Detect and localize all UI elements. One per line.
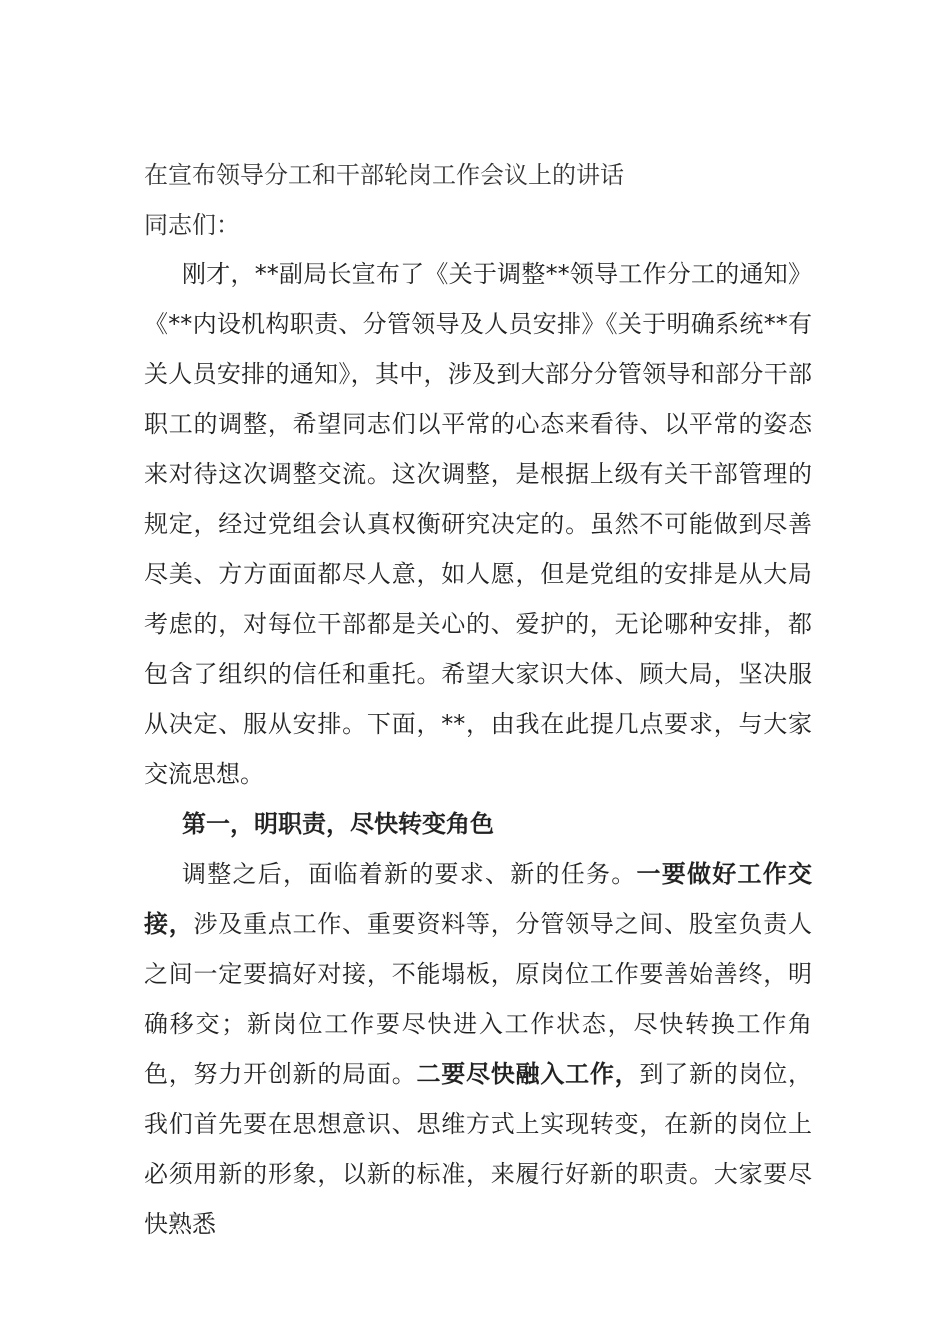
salutation: 同志们： <box>144 211 240 239</box>
paragraph-intro: 调整之后，面临着新的要求、新的任务。 <box>182 860 637 888</box>
document-page <box>144 155 812 1249</box>
document-title: 在宣布领导分工和干部轮岗工作会议上的讲话 <box>144 161 624 189</box>
point-2-text: 到了新的岗位，我们首先要在思想意识、思维方式上实现转变，在新的岗位上必须用新的形象，以新的标准，来履行好新的职责。大家要尽快熟悉 <box>144 1060 813 1238</box>
point-1-heading: 一要做好工作交接， <box>144 860 812 938</box>
point-2-heading: 二要尽快融入工作， <box>416 1060 640 1088</box>
section-heading-1: 第一，明职责，尽快转变角色 <box>182 810 494 838</box>
point-1-text: 涉及重点工作、重要资料等，分管领导之间、股室负责人之间一定要搞好对接，不能塌板，原岗位工作要善始善终，明确移交；新岗位工作要尽快进入工作状态，尽快转换工作角色，努力开创新的局面。 <box>144 910 813 1088</box>
paragraph-opening: 刚才，**副局长宣布了《关于调整**领导工作分工的通知》《**内设机构职责、分管领导及人员安排》《关于明确系统**有关人员安排的通知》，其中，涉及到大部分分管领导和部分干部职工的调整，希望同志们以平常的心态来看待、以平常的姿态来对待这次调整交流。这次调整，是根据上级有关干部管理的规定，经过党组会认真权衡研究决定的。虽然不可能做到尽善尽美、方方面面都尽人意，如人愿，但是党组的安排是从大局考虑的，对每位干部都是关心的、爱护的，无论哪种安排，都包含了组织的信任和重托。希望大家识大体、顾大局，坚决服从决定、服从安排。下面，**，由我在此提几点要求，与大家交流思想。 <box>144 260 812 788</box>
paragraph-section-1 <box>144 849 812 1249</box>
